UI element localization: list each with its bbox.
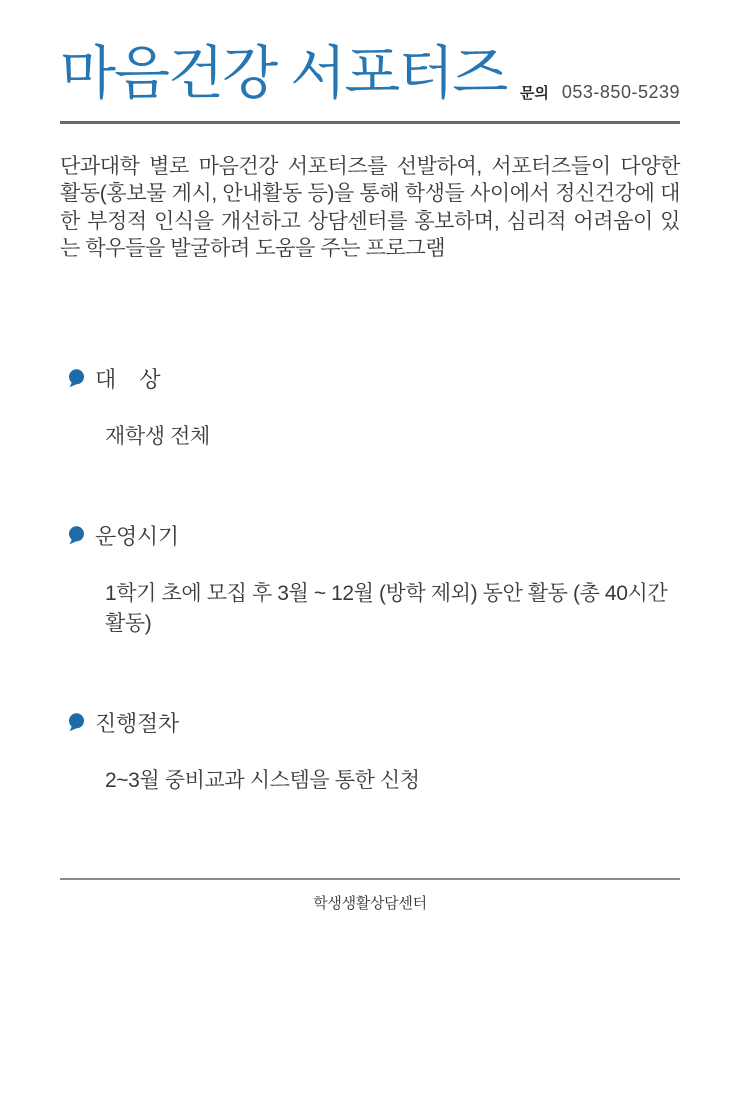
section-procedure bbox=[60, 707, 680, 794]
section-title-row bbox=[68, 363, 680, 394]
section-title: 운영시기 bbox=[95, 523, 179, 549]
header bbox=[60, 42, 680, 106]
page-title: 마음건강 서포터즈 bbox=[60, 41, 507, 106]
section-detail: 재학생 전체 bbox=[105, 424, 210, 448]
footer-divider bbox=[60, 878, 680, 880]
section-title-row bbox=[68, 520, 680, 551]
section-detail: 2~3월 중비교과 시스템을 통한 신청 bbox=[105, 768, 420, 792]
section-title: 대 상 bbox=[95, 366, 161, 392]
speech-bubble-bullet-icon bbox=[68, 526, 85, 545]
header-divider bbox=[60, 121, 680, 124]
program-description: 단과대학 별로 마음건강 서포터즈를 선발하여, 서포터즈들이 다양한 활동(홍보물 게시, 안내활동 등)을 통해 학생들 사이에서 정신건강에 대한 부정적 인식을 개선하고 상담센터를 홍보하며, 심리적 어려움이 있는 학우들을 발굴하려 도움을 주는 프로그램 bbox=[60, 154, 680, 261]
section-title-row bbox=[68, 707, 680, 738]
section-detail: 1학기 초에 모집 후 3월 ~ 12월 (방학 제외) 동안 활동 (총 40시간 활동) bbox=[105, 581, 668, 635]
speech-bubble-bullet-icon bbox=[68, 369, 85, 388]
section-title: 진행절차 bbox=[95, 710, 179, 736]
section-period bbox=[60, 520, 680, 637]
section-list bbox=[60, 363, 680, 794]
section-target bbox=[60, 363, 680, 450]
speech-bubble-bullet-icon bbox=[68, 713, 85, 732]
contact-label: 문의 bbox=[519, 84, 549, 102]
contact-info bbox=[520, 82, 680, 106]
contact-phone-number: 053-850-5239 bbox=[561, 81, 680, 102]
footer-organization: 학생생활상담센터 bbox=[313, 894, 427, 912]
